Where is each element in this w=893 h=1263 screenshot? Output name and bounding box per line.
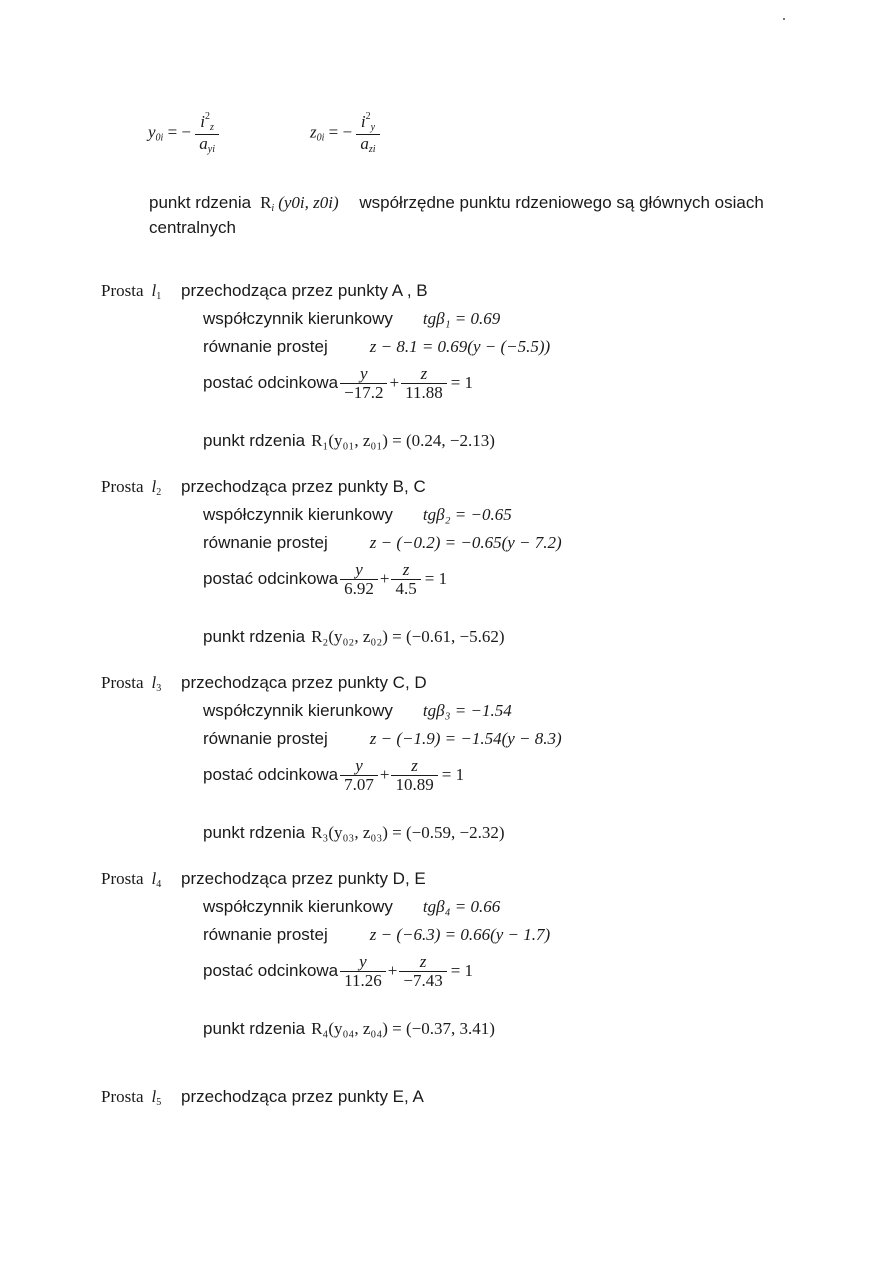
equation-value: z − 8.1 = 0.69(y − (−5.5)): [369, 337, 551, 356]
plus-sign: +: [379, 568, 390, 588]
fraction-num: y: [340, 953, 386, 972]
prosta-label: Prosta: [101, 281, 144, 300]
intercept-z: 4.5: [395, 578, 417, 598]
slope-value: tgβ₄ = 0.66: [422, 897, 501, 916]
intercept-fraction-z: [399, 953, 446, 990]
intro-coords: (y0i, z0i): [278, 193, 339, 212]
through-points: przechodząca przez punkty B, C: [181, 477, 426, 496]
intercept-y: 6.92: [344, 578, 374, 598]
intercept-label: postać odcinkowa: [203, 960, 339, 980]
intercept-label: postać odcinkowa: [203, 764, 339, 784]
fraction-num: y: [340, 561, 378, 580]
intro-desc: współrzędne punktu rdzeniowego są głównych osiach: [359, 193, 764, 212]
line-symbol: l: [151, 1087, 157, 1106]
slope-label: współczynnik kierunkowy: [203, 505, 393, 524]
slope-label: współczynnik kierunkowy: [203, 309, 393, 328]
slope-row: [203, 505, 512, 525]
equation-row: [203, 729, 562, 749]
intercept-row: [203, 757, 464, 794]
fraction-num: y: [340, 757, 378, 776]
equation-label: równanie prostej: [203, 337, 328, 356]
formula-z0i: $z_{0i}$ = − $\frac{i^2_y}{a_{zi}}$: [310, 112, 380, 155]
formula-y0i: $y_{0i}$ = − $\frac{i^2_z}{a_{yi}}$: [148, 112, 219, 155]
slope-value: tgβ₁ = 0.69: [422, 309, 501, 328]
kernel-value: R₄(y₀₄, z₀₄) = (−0.37, 3.41): [311, 1019, 495, 1038]
intercept-y: −17.2: [344, 382, 384, 402]
intercept-row: [203, 561, 447, 598]
line-index: 2: [156, 487, 162, 498]
line-symbol: l: [151, 673, 157, 692]
equation-label: równanie prostej: [203, 925, 328, 944]
intercept-fraction-y: [340, 561, 378, 598]
intercept-fraction-y: [340, 757, 378, 794]
kernel-value: R₂(y₀₂, z₀₂) = (−0.61, −5.62): [311, 627, 505, 646]
z0i-fraction: $\frac{i^2_y}{a_{zi}}$: [356, 112, 379, 155]
kernel-row: [203, 1019, 495, 1039]
intercept-fraction-z: [401, 365, 447, 402]
intercept-row: [203, 953, 473, 990]
intercept-fraction-y: [340, 953, 386, 990]
through-points: przechodząca przez punkty D, E: [181, 869, 426, 888]
plus-sign: +: [389, 372, 400, 392]
fraction-num: y: [340, 365, 387, 384]
kernel-value: R₁(y₀₁, z₀₁) = (0.24, −2.13): [311, 431, 495, 450]
slope-label: współczynnik kierunkowy: [203, 897, 393, 916]
equals-one: = 1: [450, 960, 474, 980]
equation-label: równanie prostej: [203, 533, 328, 552]
equation-value: z − (−1.9) = −1.54(y − 8.3): [369, 729, 562, 748]
line-symbol: l: [151, 869, 157, 888]
kernel-row: [203, 823, 505, 843]
intro-desc-cont: centralnych: [149, 218, 236, 237]
prosta-heading: [101, 869, 161, 890]
slope-row: [203, 897, 500, 917]
slope-value: tgβ₃ = −1.54: [422, 701, 512, 720]
slope-label: współczynnik kierunkowy: [203, 701, 393, 720]
kernel-label: punkt rdzenia: [203, 431, 306, 450]
equation-row: [203, 533, 562, 553]
line-index: 4: [156, 879, 162, 890]
intercept-z: −7.43: [403, 970, 443, 990]
through-points: przechodząca przez punkty C, D: [181, 673, 427, 692]
fraction-num: z: [391, 561, 420, 580]
line-symbol: l: [151, 281, 157, 300]
prosta-label: Prosta: [101, 1087, 144, 1106]
fraction-num: z: [401, 365, 447, 384]
intercept-fraction-y: [340, 365, 387, 402]
page-speck: [783, 18, 785, 20]
prosta-heading: [101, 477, 161, 498]
slope-row: [203, 309, 500, 329]
prosta-label: Prosta: [101, 673, 144, 692]
equation-row: [203, 337, 550, 357]
equals-one: = 1: [424, 568, 448, 588]
intercept-z: 11.88: [405, 382, 443, 402]
prosta-heading: [101, 1087, 161, 1108]
equation-value: z − (−6.3) = 0.66(y − 1.7): [369, 925, 551, 944]
line-symbol: l: [151, 477, 157, 496]
y0i-fraction: $\frac{i^2_z}{a_{yi}}$: [195, 112, 219, 155]
kernel-label: punkt rdzenia: [203, 627, 306, 646]
intercept-row: [203, 365, 473, 402]
line-index: 3: [156, 683, 162, 694]
kernel-row: [203, 431, 495, 451]
kernel-label: punkt rdzenia: [203, 1019, 306, 1038]
prosta-heading: [101, 281, 161, 302]
equation-row: [203, 925, 550, 945]
equation-label: równanie prostej: [203, 729, 328, 748]
prosta-label: Prosta: [101, 869, 144, 888]
intro-line: punkt rdzenia $R_i$ (y0i, z0i) współrzędne punktu rdzeniowego są głównych osiach: [149, 193, 764, 214]
kernel-value: R₃(y₀₃, z₀₃) = (−0.59, −2.32): [311, 823, 505, 842]
intercept-y: 7.07: [344, 774, 374, 794]
fraction-num: z: [399, 953, 446, 972]
equals-one: = 1: [441, 764, 465, 784]
intercept-label: postać odcinkowa: [203, 568, 339, 588]
kernel-row: [203, 627, 505, 647]
intercept-fraction-z: [391, 757, 437, 794]
plus-sign: +: [379, 764, 390, 784]
kernel-label: punkt rdzenia: [203, 823, 306, 842]
line-index: 1: [156, 291, 162, 302]
intercept-z: 10.89: [395, 774, 434, 794]
slope-value: tgβ₂ = −0.65: [422, 505, 512, 524]
line-index: 5: [156, 1097, 162, 1108]
fraction-num: z: [391, 757, 437, 776]
prosta-label: Prosta: [101, 477, 144, 496]
through-points: przechodząca przez punkty A , B: [181, 281, 428, 300]
plus-sign: +: [387, 960, 398, 980]
slope-row: [203, 701, 512, 721]
intro-label: punkt rdzenia: [149, 193, 252, 212]
equation-value: z − (−0.2) = −0.65(y − 7.2): [369, 533, 562, 552]
through-points: przechodząca przez punkty E, A: [181, 1087, 424, 1106]
y0i-symbol: y: [148, 122, 156, 142]
prosta-heading: [101, 673, 161, 694]
z0i-symbol: z: [310, 122, 317, 142]
intercept-y: 11.26: [344, 970, 382, 990]
intercept-fraction-z: [391, 561, 420, 598]
intercept-label: postać odcinkowa: [203, 372, 339, 392]
equals-one: = 1: [450, 372, 474, 392]
